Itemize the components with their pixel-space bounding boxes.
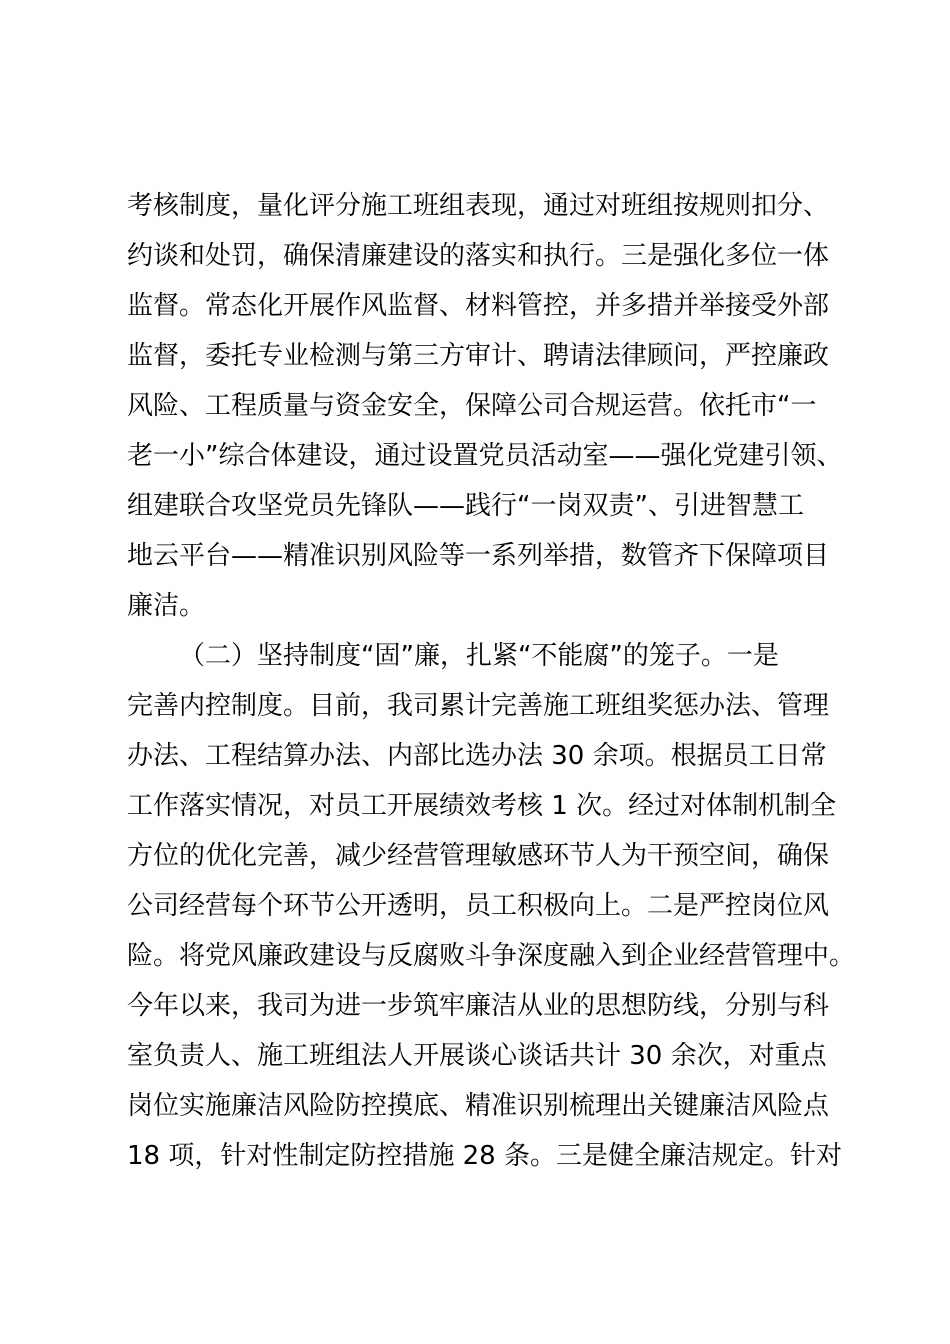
- text-line: 工作落实情况，对员工开展绩效考核 1 次。经过对体制机制全: [127, 791, 837, 821]
- text-line: 公司经营每个环节公开透明，员工积极向上。二是严控岗位风: [127, 891, 830, 921]
- text-line: 地云平台——精准识别风险等一系列举措，数管齐下保障项目: [127, 541, 830, 571]
- text-line: 约谈和处罚，确保清廉建设的落实和执行。三是强化多位一体: [127, 241, 830, 271]
- text-line: 监督，委托专业检测与第三方审计、聘请法律顾问，严控廉政: [127, 341, 830, 371]
- text-line: 室负责人、施工班组法人开展谈心谈话共计 30 余次，对重点: [127, 1041, 827, 1071]
- text-line: 险。将党风廉政建设与反腐败斗争深度融入到企业经营管理中。: [127, 941, 856, 971]
- text-line: 18 项，针对性制定防控措施 28 条。三是健全廉洁规定。针对: [127, 1141, 842, 1171]
- text-line: 岗位实施廉洁风险防控摸底、精准识别梳理出关键廉洁风险点: [127, 1091, 830, 1121]
- text-line: 老一小”综合体建设，通过设置党员活动室——强化党建引领、: [127, 441, 843, 471]
- body-text: [127, 181, 856, 1181]
- text-line: 今年以来，我司为进一步筑牢廉洁从业的思想防线，分别与科: [127, 991, 830, 1021]
- text-line: 风险、工程质量与资金安全，保障公司合规运营。依托市“一: [127, 391, 817, 421]
- text-line: 监督。常态化开展作风监督、材料管控，并多措并举接受外部: [127, 291, 830, 321]
- text-line: 廉洁。: [127, 591, 206, 621]
- text-line: 考核制度，量化评分施工班组表现，通过对班组按规则扣分、: [127, 191, 830, 221]
- text-line: 方位的优化完善，减少经营管理敏感环节人为干预空间，确保: [127, 841, 830, 871]
- text-line: 组建联合攻坚党员先锋队——践行“一岗双责”、引进智慧工: [127, 491, 804, 521]
- section-heading-line: （二）坚持制度“固”廉，扎紧“不能腐”的笼子。一是: [179, 641, 779, 671]
- text-line: 办法、工程结算办法、内部比选办法 30 余项。根据员工日常: [127, 741, 827, 771]
- text-line: 完善内控制度。目前，我司累计完善施工班组奖惩办法、管理: [127, 691, 830, 721]
